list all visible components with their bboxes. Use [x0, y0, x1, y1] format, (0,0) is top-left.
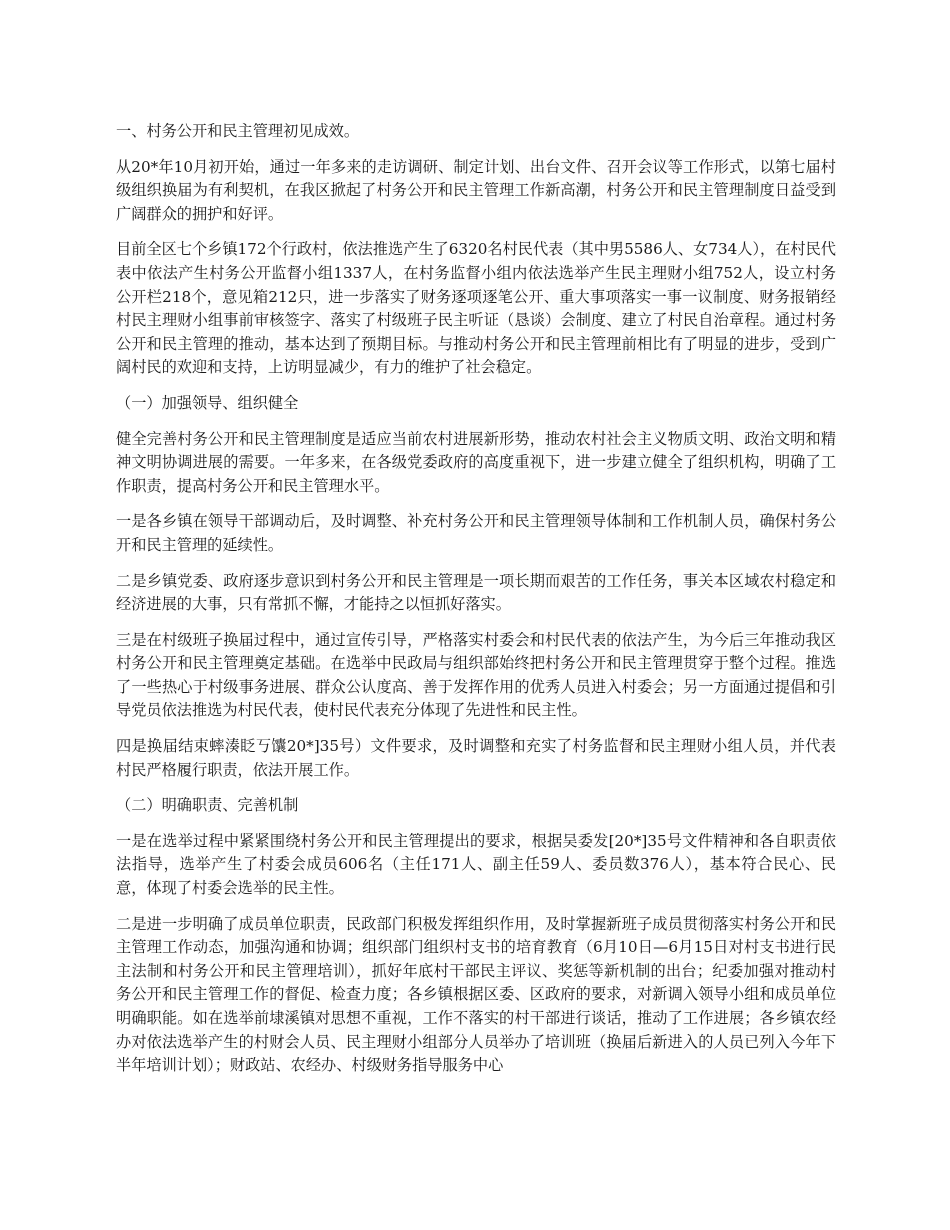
paragraph-duties-1: 一是在选举过程中紧紧围绕村务公开和民主管理提出的要求，根据吴委发[20*]35号文件精神和各自职责依法指导，选举产生了村委会成员606名（主任171人、副主任59人、委员数376人），基本符合民心、民意，体现了村委会选举的民主性。: [116, 831, 836, 898]
paragraph-leadership: 健全完善村务公开和民主管理制度是适应当前农村进展新形势，推动农村社会主义物质文明、政治文明和精神文明协调进展的需要。一年多来，在各级党委政府的高度重视下，进一步建立健全了组织机构，明确了工作职责，提高村务公开和民主管理水平。: [116, 429, 836, 495]
subsection-heading-1: （一）加强领导、组织健全: [116, 393, 299, 412]
paragraph-duties-2: 二是进一步明确了成员单位职责，民政部门积极发挥组织作用，及时掌握新班子成员贯彻落实村务公开和民主管理工作动态，加强沟通和协调；组织部门组织村支书的培育教育（6月10日—6月15日对村支书进行民主法制和村务公开和民主管理培训），抓好年底村干部民主评议、奖惩等新机制的出台；纪委加强对推动村务公开和民主管理工作的督促、检查力度；各乡镇根据区委、区政府的要求，对新调入领导小组和成员单位明确职能。如在选举前埭溪镇对思想不重视，工作不落实的村干部进行谈话，推动了工作进展；各乡镇农经办对依法选举产生的村财会人员、民主理财小组部分人员举办了培训班（换届后新进入的人员已列入今年下半年培训计划）；财政站、农经办、村级财务指导服务中心: [116, 914, 836, 1075]
paragraph-point-1: 一是各乡镇在领导干部调动后，及时调整、补充村务公开和民主管理领导体制和工作机制人员，确保村务公开和民主管理的延续性。: [116, 512, 836, 554]
paragraph-intro: 从20*年10月初开始，通过一年多来的走访调研、制定计划、出台文件、召开会议等工作形式，以第七届村级组织换届为有利契机，在我区掀起了村务公开和民主管理工作新高潮，村务公开和民主管理制度日益受到广阔群众的拥护和好评。: [116, 157, 836, 223]
paragraph-point-4: 四是换届结束蟀湊眨丂馕20*]35号）文件要求，及时调整和充实了村务监督和民主理财小组人员，并代表村民严格履行职责，依法开展工作。: [116, 737, 836, 779]
paragraph-statistics: 目前全区七个乡镇172个行政村，依法推选产生了6320名村民代表（其中男5586人、女734人），在村民代表中依法产生村务公开监督小组1337人，在村务监督小组内依法选举产生民主理财小组752人，设立村务公开栏218个，意见箱212只，进一步落实了财务逐项逐笔公开、重大事项落实一事一议制度、财务报销经村民主理财小组事前审核签字、落实了村级班子民主听证（恳谈）会制度、建立了村民自治章程。通过村务公开和民主管理的推动，基本达到了预期目标。与推动村务公开和民主管理前相比有了明显的进步，受到广阔村民的欢迎和支持，上访明显减少，有力的维护了社会稳定。: [116, 240, 836, 377]
subsection-heading-2: （二）明确职责、完善机制: [116, 796, 299, 815]
paragraph-point-3: 三是在村级班子换届过程中，通过宣传引导，严格落实村委会和村民代表的依法产生，为今后三年推动我区村务公开和民主管理奠定基础。在选举中民政局与组织部始终把村务公开和民主管理贯穿于整个过程。推选了一些热心于村级事务进展、群众公认度高、善于发挥作用的优秀人员进入村委会；另一方面通过提倡和引导党员依法推选为村民代表，使村民代表充分体现了先进性和民主性。: [116, 630, 836, 720]
section-heading-1: 一、村务公开和民主管理初见成效。: [116, 122, 359, 140]
paragraph-point-2: 二是乡镇党委、政府逐步意识到村务公开和民主管理是一项长期而艰苦的工作任务，事关本区域农村稳定和经济进展的大事，只有常抓不懈，才能持之以恒抓好落实。: [116, 571, 836, 614]
document-body: [116, 120, 836, 1090]
